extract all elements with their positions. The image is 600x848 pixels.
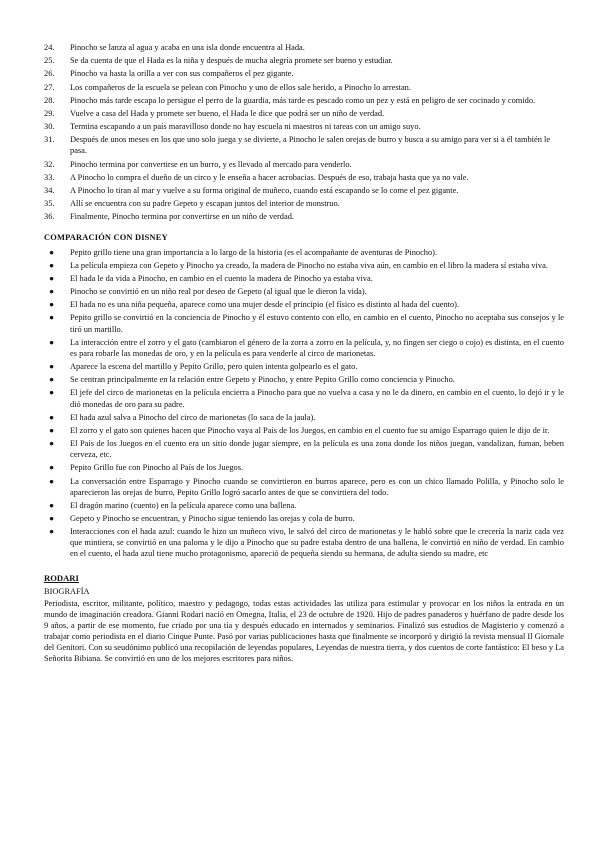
item-text: Gepeto y Pinocho se encuentran, y Pinocho sigue teniendo las orejas y cola de burro. <box>70 514 355 523</box>
list-item <box>44 260 564 271</box>
item-text: Pinocho va hasta la orilla a ver con sus compañeros el pez gigante. <box>70 69 294 79</box>
item-text: Pinocho más tarde escapa lo persigue el perro de la guardia, más tarde es pescado como un pez y está en peligro de ser cocinado y comido. <box>70 95 536 105</box>
list-item <box>44 476 564 498</box>
item-number: 36. <box>44 212 55 222</box>
list-item <box>44 95 564 106</box>
item-text: Pinocho se lanza al agua y acaba en una isla donde encuentra al Hada. <box>70 43 305 52</box>
item-text: El hada azul salva a Pinocho del circo de marionetas (lo saca de la jaula). <box>70 412 316 422</box>
list-item <box>44 312 564 334</box>
list-item <box>44 108 564 119</box>
list-item <box>44 412 564 423</box>
list-item <box>44 185 564 196</box>
item-text: Pinocho se convirtió en un niño real por deseo de Gepeto (al igual que le dieron la vida). <box>70 287 367 297</box>
item-text: Finalmente, Pinocho termina por convertirse en un niño de verdad. <box>70 212 294 222</box>
bullet-icon: ● <box>49 500 55 510</box>
list-item <box>44 121 564 132</box>
bullet-icon: ● <box>49 527 55 537</box>
item-number: 31. <box>44 135 55 145</box>
item-text: El hada no es una niña pequeña, aparece como una mujer desde el principio (el físico es distinto al hada del cuento). <box>70 300 460 310</box>
list-item <box>44 387 564 409</box>
bullet-icon: ● <box>49 247 55 257</box>
list-item <box>44 526 564 559</box>
item-text: El jefe del circo de marionetas en la película encierra a Pinocho para que no vuelva a casa y no le da dinero, en cambio en el cuento, lo dejó ir y le dió monedas de oro para su padre. <box>70 388 564 409</box>
item-number: 24. <box>44 43 55 52</box>
item-number: 27. <box>44 82 55 92</box>
item-text: Termina escapando a un país maravilloso donde no hay escuela ni maestros ni tareas con un amigo suyo. <box>70 122 421 132</box>
item-text: Interacciones con el hada azul: cuando le hizo un muñeco vivo, le salvó del circo de marionetas y le habló sobre que le crecería la nariz cada vez que mintiera, se convirtió en una paloma y le dijo a Pinocho que su padre estaba dentro de una ballena, le convirtió en niño de verdad. En cambio en el cuento, el hada azul tiene mucho protagonismo, apareció de pequeña siendo su hermana, de adulta siendo su madre, etc <box>70 527 564 559</box>
bullet-icon: ● <box>49 463 55 473</box>
item-number: 28. <box>44 95 55 105</box>
item-text: La interacción entre el zorro y el gato (cambiaron el género de la zorra a zorro en la película, y, no fingen ser ciego o cojo) es distinta, en el cuento es para robarle las monedas de oro, y en la película es para venderle al circo de marionetas. <box>70 337 564 358</box>
item-text: Se centran principalmente en la relación entre Gepeto y Pinocho, y entre Pepito Grillo como conciencia y Pinocho. <box>70 375 455 385</box>
list-item <box>44 211 564 222</box>
item-text: El País de los Juegos en el cuento era un sitio donde jugar siempre, en la película es una zona donde los niños juegan, vandalizan, fuman, beben cerveza, etc. <box>70 439 564 460</box>
item-text: La película empieza con Gepeto y Pinocho ya creado, la madera de Pinocho no estaba viva aún, en cambio en el libro la madera sí estaba viva. <box>70 260 548 270</box>
item-number: 32. <box>44 159 55 169</box>
bullet-icon: ● <box>49 514 55 523</box>
item-text: La conversación entre Esparrago y Pinocho cuando se convirtieron en burros aparece, pero es con un chico llamado Polilla, y Pinocho solo le aparecieron las orejas de burro, Pepito Grillo logró sacarlo antes de que se convirtiera del todo. <box>70 476 564 497</box>
list-item <box>44 42 564 53</box>
list-item <box>44 172 564 183</box>
item-text: Se da cuenta de que el Hada es la niña y después de mucha alegría promete ser bueno y estudiar. <box>70 56 393 66</box>
list-item <box>44 337 564 359</box>
list-item <box>44 500 564 511</box>
item-text: El dragón marino (cuento) en la película aparece como una ballena. <box>70 500 297 510</box>
item-text: Aparece la escena del martillo y Pepito Grillo, pero quien intenta golpearlo es el gato. <box>70 362 358 372</box>
bullet-icon: ● <box>49 260 55 270</box>
biography-subheading: BIOGRAFÍA <box>44 586 90 596</box>
list-item <box>44 425 564 436</box>
comparison-heading: COMPARACIÓN CON DISNEY <box>44 233 168 243</box>
list-item <box>44 198 564 209</box>
list-item <box>44 82 564 93</box>
item-text: Los compañeros de la escuela se pelean con Pinocho y uno de ellos sale herido, a Pinocho lo arrestan. <box>70 82 411 92</box>
item-text: A Pinocho lo tiran al mar y vuelve a su forma original de muñeco, cuando está escapando se lo come el pez gigante. <box>70 185 459 195</box>
item-text: Pepito grillo tiene una gran importancia a lo largo de la historia (es el acompañante de aventuras de Pinocho). <box>70 247 438 257</box>
bullet-icon: ● <box>49 337 55 347</box>
bullet-icon: ● <box>49 287 55 297</box>
item-number: 25. <box>44 56 55 66</box>
bullet-icon: ● <box>49 476 55 486</box>
list-item <box>44 513 564 524</box>
item-text: El hada le da vida a Pinocho, en cambio en el cuento la madera de Pinocho ya estaba viva. <box>70 273 373 283</box>
item-number: 29. <box>44 108 55 118</box>
item-number: 35. <box>44 199 55 209</box>
bullet-icon: ● <box>49 375 55 385</box>
list-item <box>44 361 564 372</box>
comparison-list <box>44 247 564 560</box>
bullet-icon: ● <box>49 425 55 435</box>
item-number: 30. <box>44 122 55 132</box>
bullet-icon: ● <box>49 439 55 449</box>
list-item <box>44 374 564 385</box>
item-text: Pepito Grillo fue con Pinocho al País de los Juegos. <box>70 463 244 473</box>
item-text: El zorro y el gato son quienes hacen que Pinocho vaya al País de los Juegos, en cambio en el cuento fue su amigo Esparrago quien le dijo de ir. <box>70 425 550 435</box>
list-item <box>44 299 564 310</box>
list-item <box>44 462 564 473</box>
biography-paragraph: Periodista, escritor, militante, político, maestro y pedagogo, todas estas actividades las utiliza para estimular y provocar en los niños la entrada en un mundo de imaginación creadora. Gianni Rodari nació en Omegna, Italia, el 23 de octubre de 1920. Hijo de padres panaderos y huérfano de padre desde los 9 años, a partir de ese momento, fue criado por una tía y después educado en internados y seminarios. Finalizó sus estudios de Magisterio y comenzó a trabajar como periodista en el diario Cinque Punte. Pasó por varias publicaciones hasta que finalmente se incorporó y dirigió la revista mensual Il Giornale del Genitori. Con su seudónimo publicó una recopilación de leyendas populares, Leyendas de nuestra tierra, y dos cuentos de corte fantástico: El beso y La Señorita Bibiana. Se convirtió en uno de los mejores escritores para niños. <box>44 598 564 664</box>
document-page <box>44 42 564 664</box>
item-number: 33. <box>44 172 55 182</box>
item-text: Allí se encuentra con su padre Gepeto y escapan juntos del interior de monstruo. <box>70 199 340 209</box>
plot-summary-list <box>44 42 564 222</box>
rodari-heading: RODARI <box>44 573 79 584</box>
item-number: 34. <box>44 185 55 195</box>
list-item <box>44 286 564 297</box>
item-text: Pepito grillo se convirtió en la conciencia de Pinocho y él estuvo contento con ello, en cambio en el cuento, Pinocho no aceptaba sus consejos y le tiró un martillo. <box>70 313 564 334</box>
bullet-icon: ● <box>49 362 55 372</box>
list-item <box>44 247 564 258</box>
bullet-icon: ● <box>49 300 55 310</box>
bullet-icon: ● <box>49 412 55 422</box>
list-item <box>44 159 564 170</box>
item-number: 26. <box>44 69 55 79</box>
bullet-icon: ● <box>49 388 55 398</box>
list-item <box>44 68 564 79</box>
list-item <box>44 55 564 66</box>
list-item <box>44 438 564 460</box>
bullet-icon: ● <box>49 273 55 283</box>
list-item <box>44 134 564 156</box>
bullet-icon: ● <box>49 313 55 323</box>
item-text: A Pinocho lo compra el dueño de un circo y le enseña a hacer acrobacias. Después de eso, trabaja hasta que ya no vale. <box>70 172 469 182</box>
list-item <box>44 273 564 284</box>
item-text: Vuelve a casa del Hada y promete ser bueno, el Hada le dice que podrá ser un niño de verdad. <box>70 108 385 118</box>
item-text: Pinocho termina por convertirse en un burro, y es llevado al mercado para venderlo. <box>70 159 352 169</box>
item-text: Después de unos meses en los que uno solo juega y se divierte, a Pinocho le salen orejas de burro y busca a su amigo para ver si a él también le pasa. <box>70 135 551 156</box>
